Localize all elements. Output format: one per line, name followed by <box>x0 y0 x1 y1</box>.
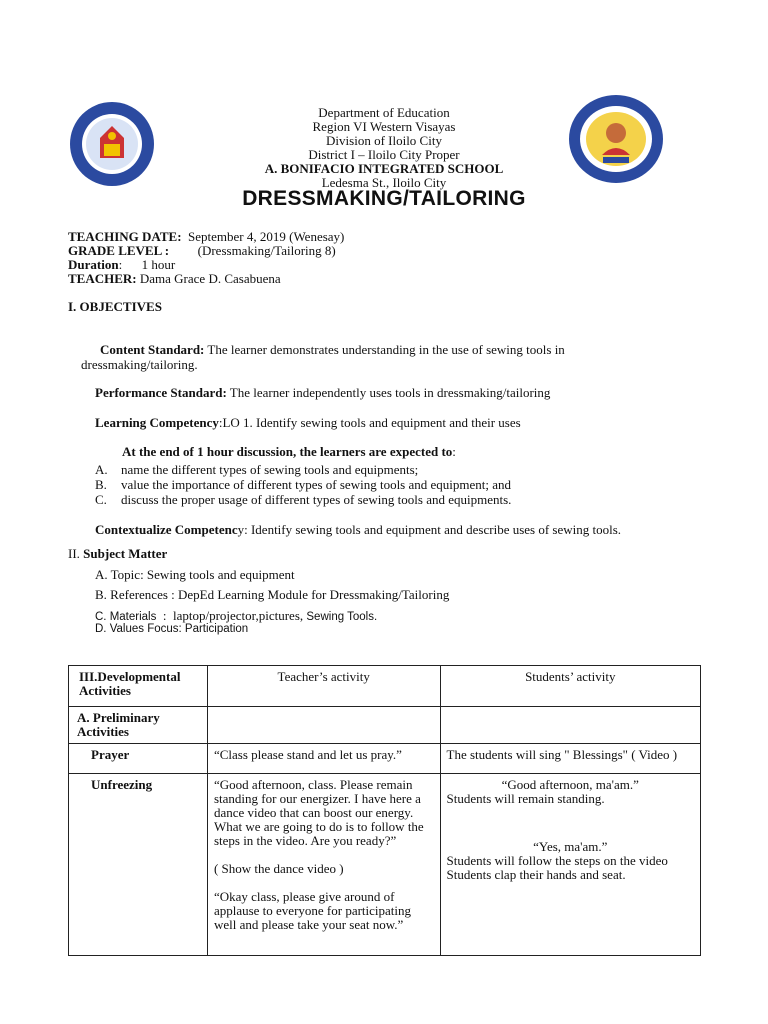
objective-item <box>95 477 511 493</box>
objective-item-text: name the different types of sewing tools and equipments; <box>121 462 419 477</box>
unfreezing-students-yes: “Yes, ma'am.” <box>533 839 608 854</box>
table-header-activities: III.Developmental Activities <box>69 666 208 707</box>
materials-extra: Sewing Tools. <box>306 611 378 623</box>
page-title: DRESSMAKING/TAILORING <box>242 187 526 210</box>
teaching-date-row <box>68 230 344 244</box>
subject-matter-title: Subject Matter <box>83 546 168 561</box>
developmental-activities-table <box>68 665 701 956</box>
expectation-colon: : <box>452 444 456 459</box>
unfreezing-teacher-show: ( Show the dance video ) <box>213 861 344 876</box>
contextualize-competency-label: Contextualize Competenc <box>95 522 238 537</box>
unfreezing-teacher-greeting: “Good afternoon, class. Please remain standing for our energizer. I have here a dance video that can boost our energy. What we are going to do is to follow the steps in the video. Are you ready?” <box>213 777 424 848</box>
duration-label: Duration <box>68 257 119 272</box>
prayer-label: Prayer <box>69 744 208 774</box>
table-row <box>69 707 701 744</box>
duration-value: : 1 hour <box>118 257 176 272</box>
teacher-row <box>68 272 281 286</box>
table-header-students: Students’ activity <box>440 666 700 707</box>
subject-topic: A. Topic: Sewing tools and equipment <box>95 567 295 582</box>
prayer-teacher-cell: “Class please stand and let us pray.” <box>207 744 440 774</box>
unfreezing-teacher-applause: “Okay class, please give around of applause to everyone for participating well and please take your seat now.” <box>213 889 412 932</box>
objective-item-text: discuss the proper usage of different types of sewing tools and equipments. <box>121 492 512 507</box>
performance-standard <box>95 385 550 401</box>
unfreezing-teacher-cell <box>207 774 440 956</box>
content-standard-text: The learner demonstrates understanding in the use of sewing tools in <box>207 342 565 357</box>
teacher-label: TEACHER: <box>68 271 137 286</box>
header-division: Division of Iloilo City <box>326 133 442 148</box>
learning-competency-text: :LO 1. Identify sewing tools and equipment and their uses <box>218 415 521 430</box>
performance-standard-label: Performance Standard: <box>95 385 227 400</box>
header-region: Region VI Western Visayas <box>312 119 456 134</box>
table-row <box>69 774 701 956</box>
subject-values-focus: D. Values Focus: Participation <box>95 623 249 635</box>
unfreezing-label: Unfreezing <box>69 774 208 956</box>
objective-item-text: value the importance of different types of sewing tools and equipment; and <box>121 477 512 492</box>
subject-references: B. References : DepEd Learning Module for Dressmaking/Tailoring <box>95 587 450 602</box>
materials-prefix: C. Materials <box>95 611 157 623</box>
objective-item-letter: B. <box>95 477 107 492</box>
header-department: Department of Education <box>318 105 450 120</box>
table-row <box>69 744 701 774</box>
learning-competency-label: Learning Competency <box>95 415 219 430</box>
performance-standard-text: The learner independently uses tools in dressmaking/tailoring <box>229 385 551 400</box>
objective-item-letter: A. <box>95 462 108 477</box>
expectation-text: At the end of 1 hour discussion, the learners are expected to <box>122 444 453 459</box>
grade-level-value: (Dressmaking/Tailoring 8) <box>197 243 336 258</box>
grade-level-label: GRADE LEVEL : <box>68 243 170 258</box>
header-school: A. BONIFACIO INTEGRATED SCHOOL <box>264 161 504 176</box>
contextualize-competency <box>95 522 621 538</box>
objective-item-letter: C. <box>95 492 107 507</box>
teaching-date-value: September 4, 2019 (Wenesay) <box>188 229 345 244</box>
unfreezing-students-cell <box>440 774 700 956</box>
objectives-heading: I. OBJECTIVES <box>68 299 162 314</box>
unfreezing-students-clap: Students clap their hands and seat. <box>446 867 626 882</box>
unfreezing-students-greeting: “Good afternoon, ma'am.” <box>501 777 639 792</box>
table-cell <box>207 707 440 744</box>
expectation-intro <box>122 444 456 460</box>
subject-matter-heading <box>68 546 167 562</box>
learning-competency <box>95 415 521 431</box>
prayer-students-cell: The students will sing " Blessings" ( Video ) <box>440 744 700 774</box>
teaching-date-label: TEACHING DATE: <box>68 229 182 244</box>
unfreezing-students-follow: Students will follow the steps on the video <box>446 853 668 868</box>
table-header-row <box>69 666 701 707</box>
objective-item <box>95 462 418 478</box>
content-standard-label: Content Standard: <box>100 342 205 357</box>
objective-item <box>95 492 511 508</box>
materials-text: : laptop/projector,pictures, <box>156 608 304 623</box>
subject-matter-number: II. <box>68 546 80 561</box>
contextualize-competency-text: y: Identify sewing tools and equipment and describe uses of sewing tools. <box>237 522 622 537</box>
table-cell <box>440 707 700 744</box>
header-district: District I – Iloilo City Proper <box>308 147 460 162</box>
preliminary-label: A. Preliminary Activities <box>69 707 208 744</box>
teacher-value: Dama Grace D. Casabuena <box>139 271 281 286</box>
duration-row <box>68 258 175 272</box>
content-standard-text-cont: dressmaking/tailoring. <box>81 357 198 372</box>
grade-level-row <box>68 244 336 258</box>
content-standard <box>100 342 700 358</box>
subject-materials <box>95 608 377 624</box>
table-header-teacher: Teacher’s activity <box>207 666 440 707</box>
header-address: Ledesma St., Iloilo City <box>321 175 447 190</box>
unfreezing-students-standing: Students will remain standing. <box>446 791 605 806</box>
